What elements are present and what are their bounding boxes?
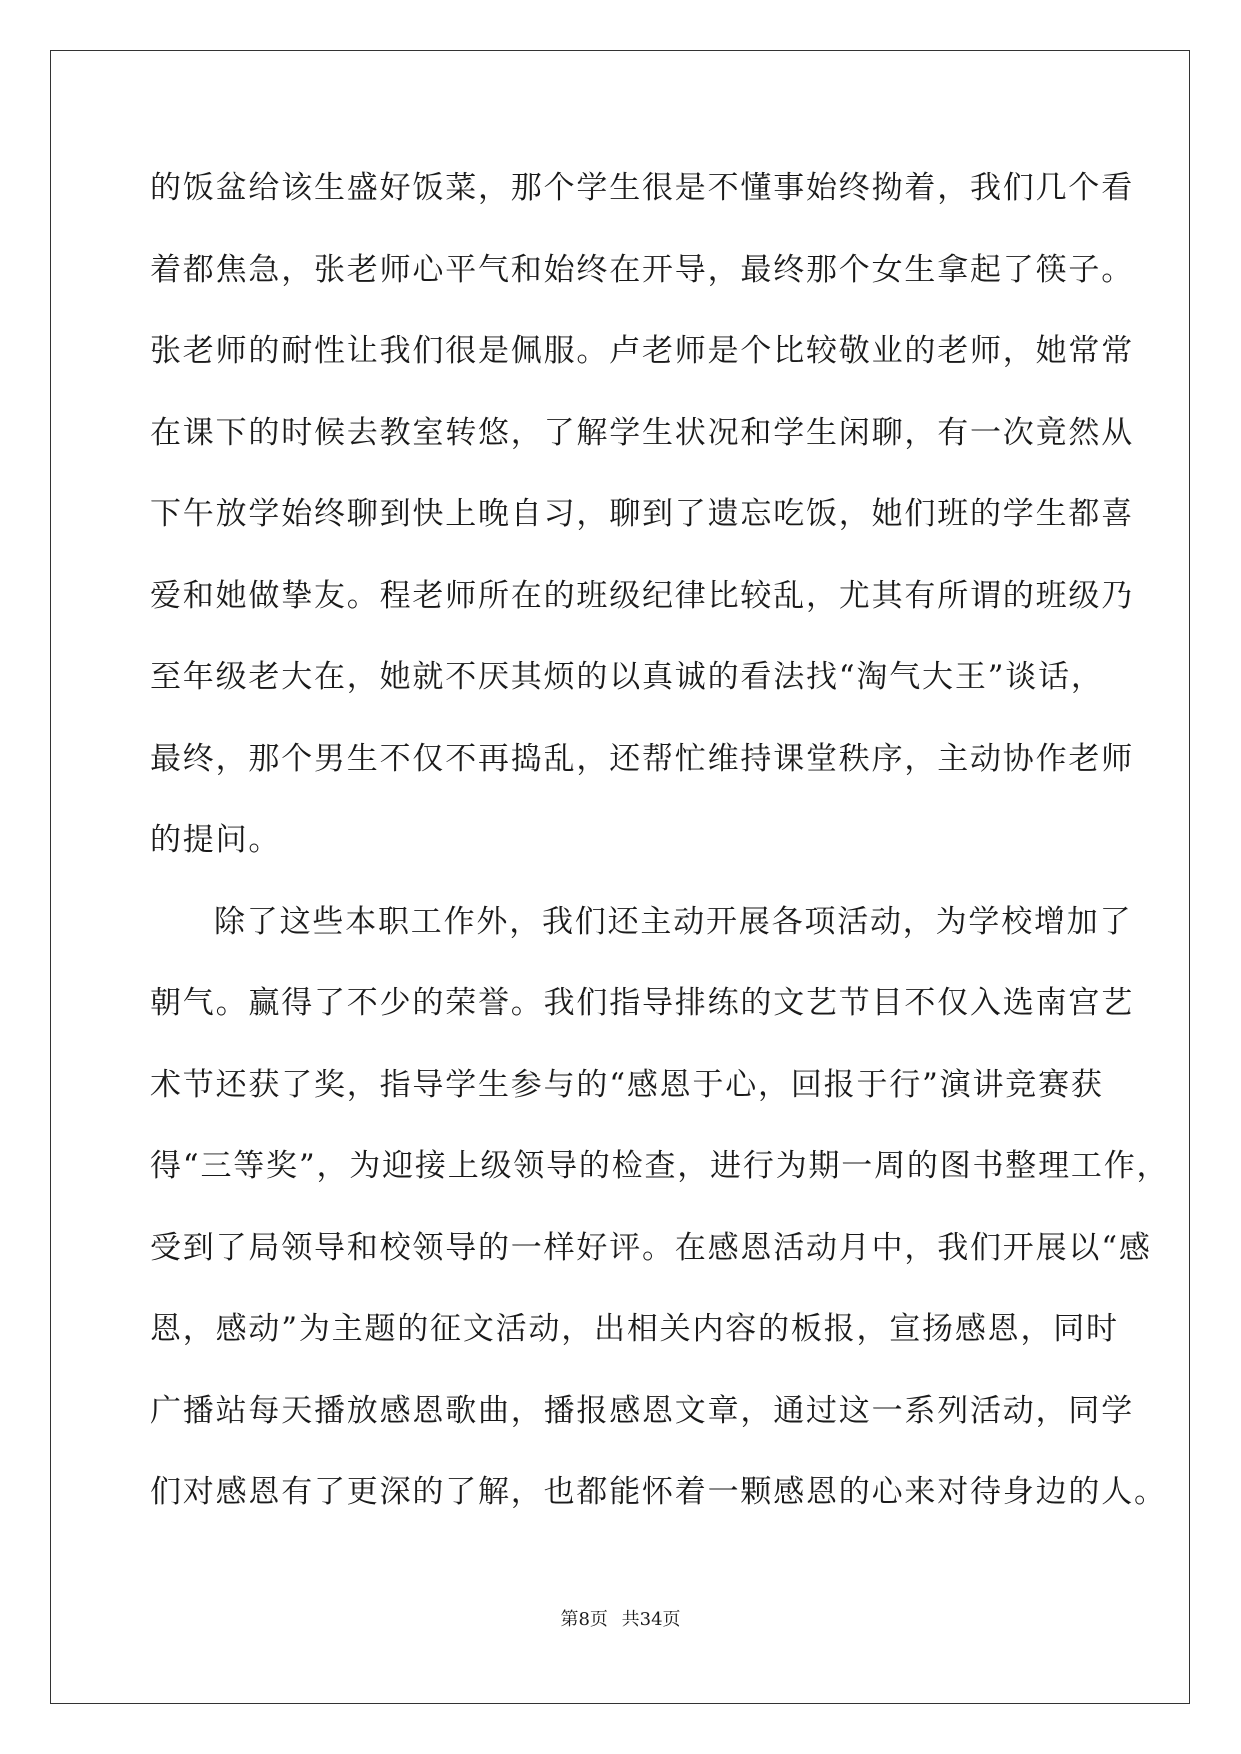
text-line: 受到了局领导和校领导的一样好评。在感恩活动月中，我们开展以“感 bbox=[150, 1229, 1152, 1266]
text-line: 下午放学始终聊到快上晚自习，聊到了遗忘吃饭，她们班的学生都喜 bbox=[150, 496, 1134, 532]
text-line: 们对感恩有了更深的了解，也都能怀着一颗感恩的心来对待身边的人。 bbox=[150, 1474, 1167, 1510]
text-line: 除了这些本职工作外，我们还主动开展各项活动，为学校增加了 bbox=[214, 903, 1133, 940]
text-line: 的提问。 bbox=[150, 822, 282, 858]
text-line: 恩，感动”为主题的征文活动，出相关内容的板报，宣扬感恩，同时 bbox=[150, 1311, 1119, 1347]
text-line: 在课下的时候去教室转悠，了解学生状况和学生闲聊，有一次竟然从 bbox=[150, 414, 1134, 451]
text-line: 爱和她做挚友。程老师所在的班级纪律比较乱，尤其有所谓的班级乃 bbox=[150, 577, 1134, 614]
text-line: 得“三等奖”，为迎接上级领导的检查，进行为期一周的图书整理工作， bbox=[150, 1148, 1170, 1184]
text-line: 张老师的耐性让我们很是佩服。卢老师是个比较敬业的老师，她常常 bbox=[150, 333, 1134, 369]
text-line: 广播站每天播放感恩歌曲，播报感恩文章，通过这一系列活动，同学 bbox=[150, 1392, 1134, 1429]
text-line: 的饭盆给该生盛好饭菜，那个学生很是不懂事始终拗着，我们几个看 bbox=[150, 170, 1134, 206]
text-line: 术节还获了奖，指导学生参与的“感恩于心，回报于行”演讲竞赛获 bbox=[150, 1066, 1104, 1103]
body-text bbox=[150, 168, 1170, 1554]
page-footer bbox=[0, 1609, 1241, 1631]
text-line: 着都焦急，张老师心平气和始终在开导，最终那个女生拿起了筷子。 bbox=[150, 251, 1134, 288]
page-total: 共34页 bbox=[621, 1609, 681, 1630]
page-number: 第8页 bbox=[560, 1609, 608, 1630]
text-line: 至年级老大在，她就不厌其烦的以真诚的看法找“淘气大王”谈话， bbox=[150, 659, 1104, 695]
text-line: 最终，那个男生不仅不再捣乱，还帮忙维持课堂秩序，主动协作老师 bbox=[150, 740, 1134, 777]
text-line: 朝气。赢得了不少的荣誉。我们指导排练的文艺节目不仅入选南宫艺 bbox=[150, 985, 1134, 1021]
